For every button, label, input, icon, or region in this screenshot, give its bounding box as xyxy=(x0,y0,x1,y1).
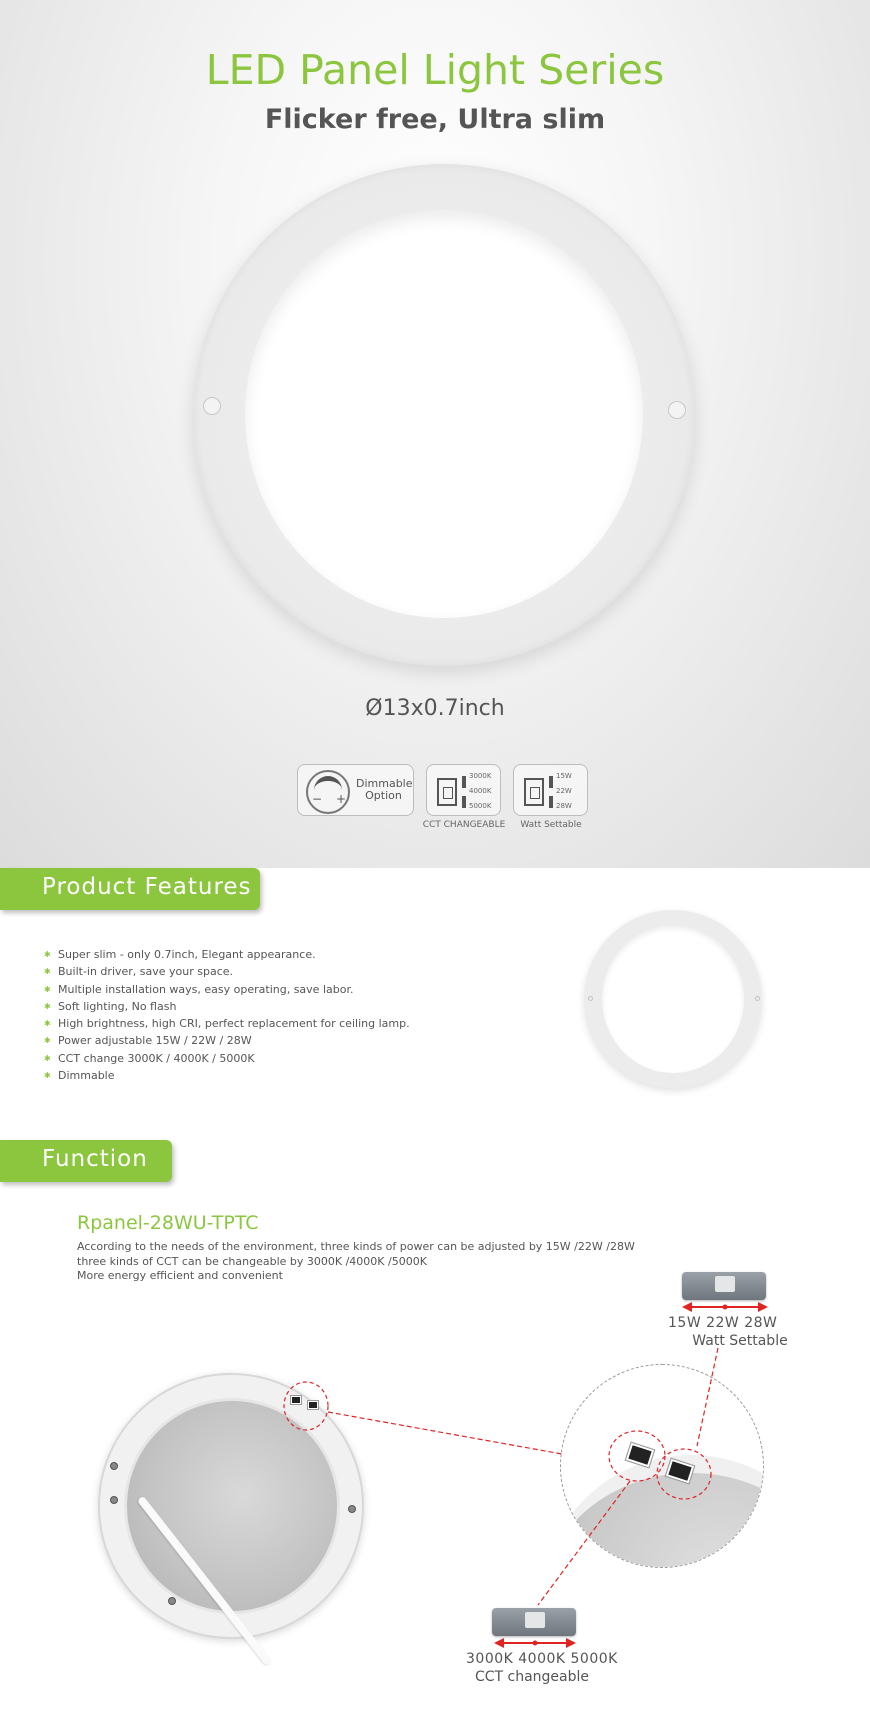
cct-tick: 4000K xyxy=(469,787,492,795)
feature-item: ✱ Super slim - only 0.7inch, Elegant appearance. xyxy=(44,946,410,963)
description-line: three kinds of CCT can be changeable by 3000K /4000K /5000K xyxy=(77,1254,427,1268)
cct-switch-icon xyxy=(492,1608,576,1636)
description-line: According to the needs of the environment, three kinds of power can be adjusted by 15W /22W /28W xyxy=(77,1240,635,1253)
watt-tick: 22W xyxy=(556,787,572,795)
watt-badge-caption: Watt Settable xyxy=(520,820,582,830)
cct-switch-values: 3000K 4000K 5000K xyxy=(466,1651,618,1667)
page-title: LED Panel Light Series xyxy=(205,46,665,94)
page-subtitle: Flicker free, Ultra slim xyxy=(264,104,606,135)
cct-switch-caption: CCT changeable xyxy=(474,1669,590,1685)
description-line: More energy efficient and convenient xyxy=(77,1269,283,1282)
model-number: Rpanel-28WU-TPTC xyxy=(77,1212,259,1234)
feature-item: ✱ CCT change 3000K / 4000K / 5000K xyxy=(44,1050,410,1067)
feature-item: ✱ Dimmable xyxy=(44,1067,410,1084)
function-heading: Function xyxy=(0,1140,172,1182)
cct-tick: 5000K xyxy=(469,802,492,810)
watt-tick: 28W xyxy=(556,802,572,810)
cct-tick: 3000K xyxy=(469,772,492,780)
cct-badge-caption: CCT CHANGEABLE xyxy=(422,820,506,830)
feature-item: ✱ Built-in driver, save your space. xyxy=(44,963,410,980)
feature-item: ✱ Multiple installation ways, easy operating, save labor. xyxy=(44,981,410,998)
watt-switch-values: 15W 22W 28W xyxy=(668,1315,778,1331)
watt-switch-caption: Watt Settable xyxy=(692,1333,788,1349)
dimension-label: Ø13x0.7inch xyxy=(365,696,505,721)
feature-item: ✱ Soft lighting, No flash xyxy=(44,998,410,1015)
feature-item: ✱ High brightness, high CRI, perfect replacement for ceiling lamp. xyxy=(44,1015,410,1032)
watt-tick: 15W xyxy=(556,772,572,780)
dimmable-label: Dimmable Option xyxy=(356,777,413,802)
dimmer-icon: − + xyxy=(306,770,350,814)
feature-item: ✱ Power adjustable 15W / 22W / 28W xyxy=(44,1032,410,1049)
features-heading: Product Features xyxy=(0,868,260,910)
